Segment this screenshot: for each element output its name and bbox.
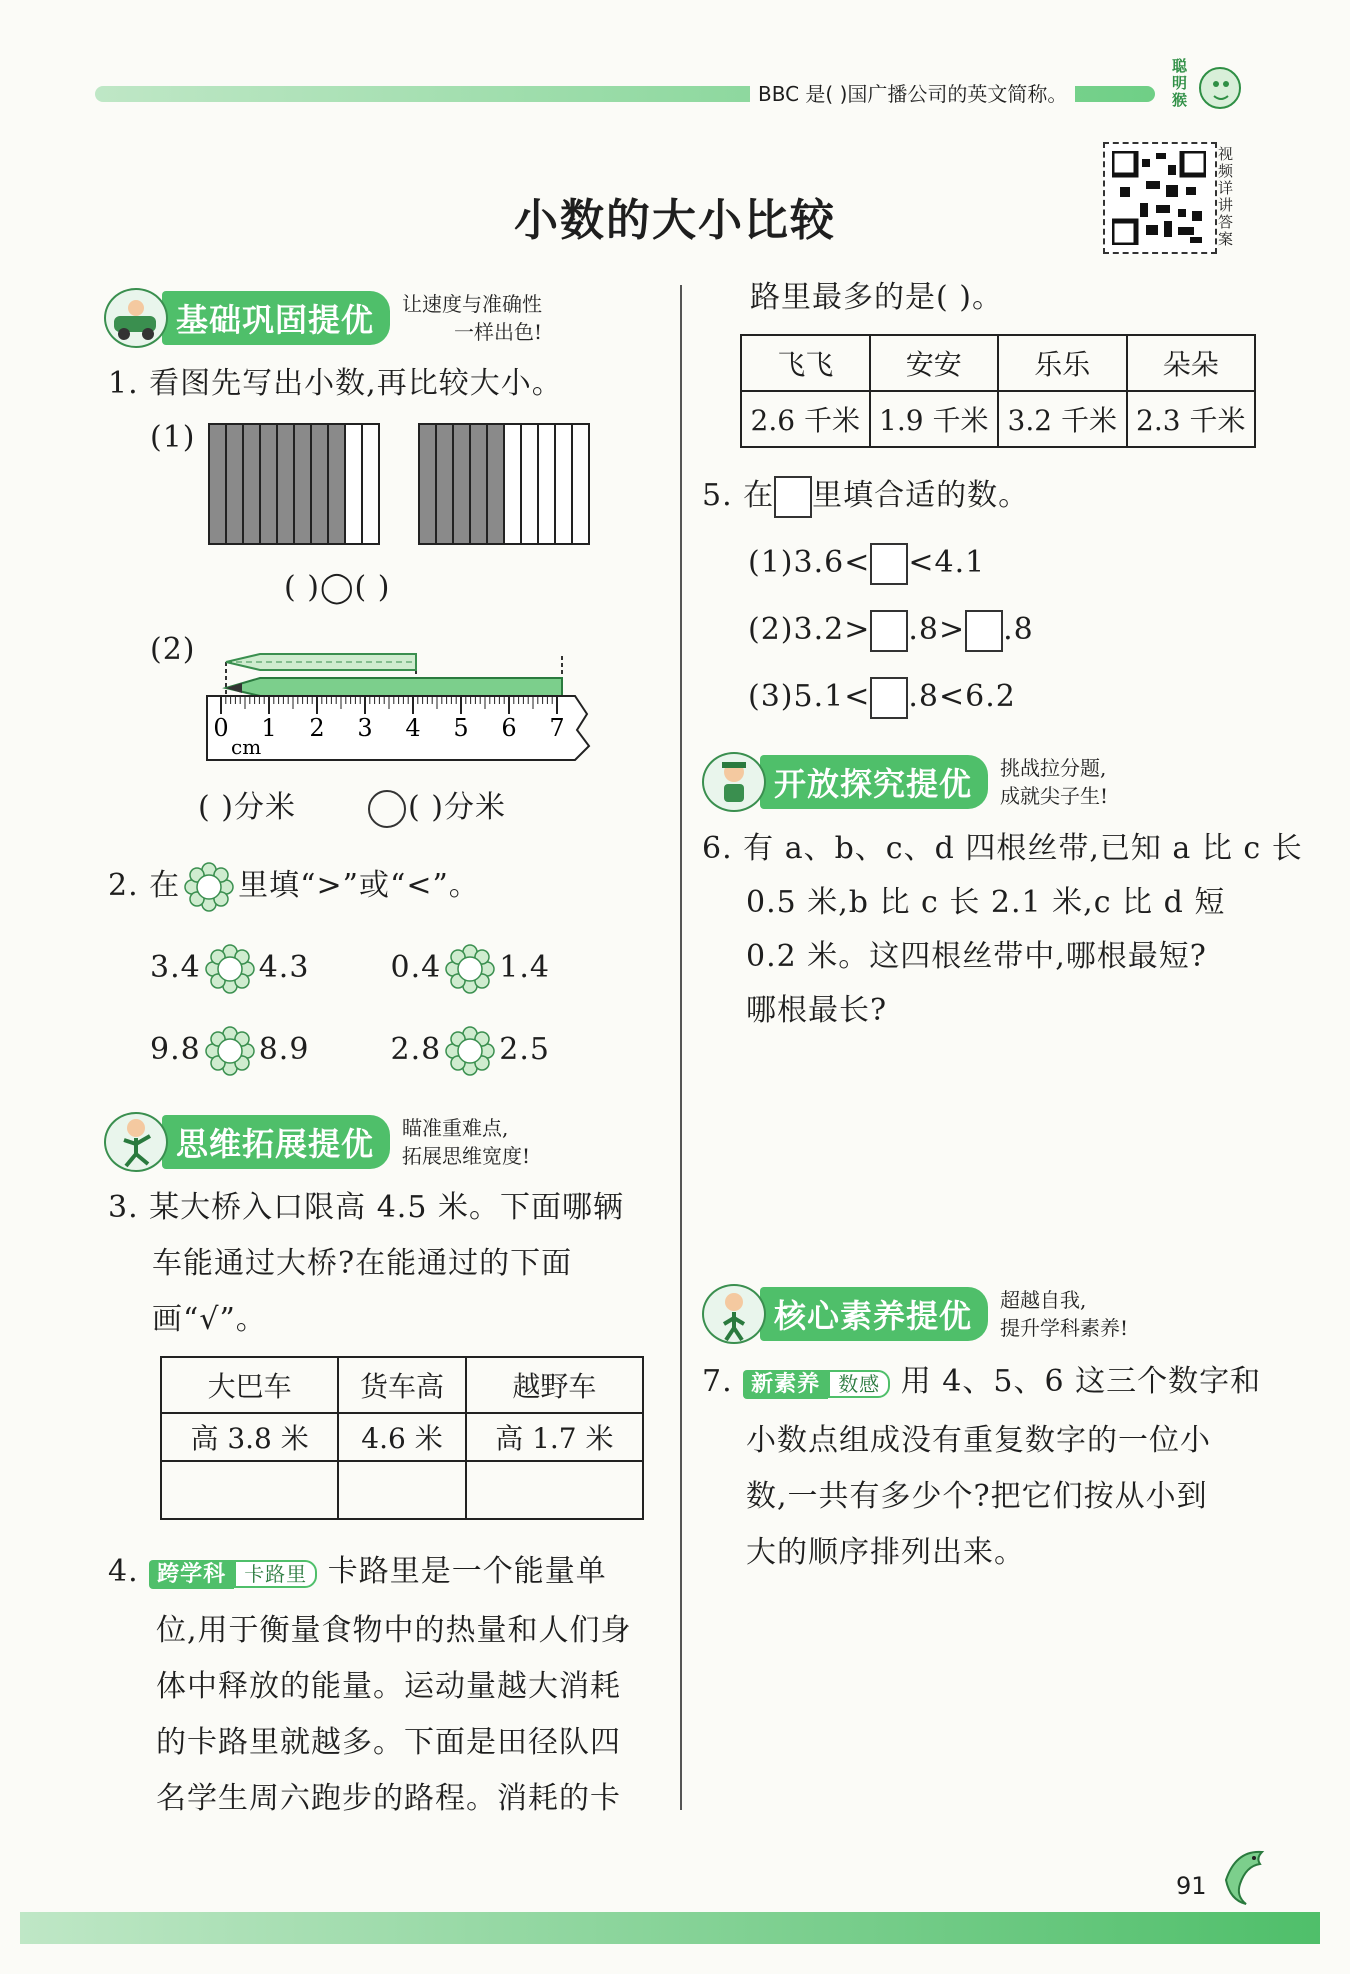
ruler-tick-label: 4 (405, 714, 421, 742)
bar-strip (294, 424, 311, 544)
answer-box[interactable] (965, 610, 1003, 652)
bar-strip (504, 424, 521, 544)
q3-vehicle-table: 大巴车 货车高 越野车 高 3.8 米 4.6 米 高 1.7 米 (160, 1356, 644, 1520)
bar-strip (436, 424, 453, 544)
q1-part1-label: (1) (150, 420, 196, 455)
tag-number-sense: 数感 (828, 1370, 890, 1398)
section-thinking-note: 瞄准重难点, 拓展思维宽度! (402, 1116, 531, 1168)
q5-stem: 5. 在 里填合适的数。 (702, 468, 1029, 524)
section-core-banner (702, 1284, 1128, 1344)
flower-blank[interactable] (205, 944, 255, 994)
ruler-tick-label: 1 (261, 714, 277, 742)
q1-ruler (205, 694, 595, 764)
footer-bar (20, 1912, 1320, 1944)
bar-strip (260, 424, 277, 544)
section-core-title: 核心素养提优 (760, 1287, 988, 1341)
check-cell[interactable] (338, 1461, 466, 1519)
q6-answer-area[interactable] (702, 1050, 1262, 1260)
tag-new-literacy: 新素养 (743, 1370, 828, 1399)
flower-blank[interactable] (445, 944, 495, 994)
q5-item-2: (2)3.2> .8> .8 (748, 602, 1034, 658)
page-number: 91 (1176, 1872, 1207, 1900)
q1-bar-model-left (208, 423, 380, 545)
flower-icon (184, 862, 234, 912)
tag-calorie: 卡路里 (234, 1560, 317, 1588)
ruler-tick-label: 5 (453, 714, 469, 742)
section-thinking-title: 思维拓展提优 (162, 1115, 390, 1169)
page-title: 小数的大小比较 (514, 195, 836, 246)
mascot-label: 聪明猴 (1172, 57, 1188, 109)
bar-strip (328, 424, 345, 544)
q4-continued[interactable]: 路里最多的是( )。 (750, 280, 1003, 315)
section-basic-title: 基础巩固提优 (162, 291, 390, 345)
mascot-icon (1172, 58, 1242, 118)
ruler-tick-label: 7 (549, 714, 565, 742)
car-icon (104, 288, 168, 348)
runner-icon (104, 1112, 168, 1172)
section-open-title: 开放探究提优 (760, 755, 988, 809)
bar-strip (226, 424, 243, 544)
column-divider (680, 285, 682, 1810)
q2-stem: 2. 在 里填“>”或“<”。 (108, 858, 480, 914)
ruler-unit: cm (231, 735, 262, 759)
q2-row-2: 9.8 8.9 2.8 2.5 (150, 1022, 550, 1078)
q1-pencils (220, 648, 590, 700)
bar-strip (419, 424, 436, 544)
section-open-note: 挑战拉分题, 成就尖子生! (1000, 756, 1109, 808)
bar-strip (311, 424, 328, 544)
ruler-tick-label: 3 (357, 714, 373, 742)
q6-text: 6. 有 a、b、c、d 四根丝带,已知 a 比 c 长 0.5 米,b 比 c 长 2.1 米,c 比 d 短 0.2 米。这四根丝带中,哪根最短? 哪根最长? (702, 831, 1303, 1028)
dolphin-icon (1216, 1840, 1276, 1914)
bar-strip (555, 424, 572, 544)
answer-box[interactable] (870, 677, 908, 719)
bar-strip (453, 424, 470, 544)
q1-part2-label: (2) (150, 632, 196, 667)
bar-strip (243, 424, 260, 544)
q7-text: 7. 新素养 数感 用 4、5、6 这三个数字和 小数点组成没有重复数字的一位小 数,一共有多少个?把它们按从小到 大的顺序排列出来。 (702, 1364, 1262, 1570)
explorer-icon (702, 752, 766, 812)
flower-blank[interactable] (445, 1026, 495, 1076)
answer-box[interactable] (870, 610, 908, 652)
check-cell[interactable] (161, 1461, 338, 1519)
student-icon (702, 1284, 766, 1344)
bar-strip (521, 424, 538, 544)
compare-circle[interactable] (368, 790, 406, 828)
section-thinking-banner (104, 1112, 530, 1172)
q1-part2-blank-a[interactable]: ( )分米 (198, 790, 296, 825)
answer-box[interactable] (870, 543, 908, 585)
tag-interdisciplinary: 跨学科 (149, 1560, 234, 1589)
flower-blank[interactable] (205, 1026, 255, 1076)
section-open-banner (702, 752, 1108, 812)
bar-strip (277, 424, 294, 544)
q5-item-3: (3)5.1< .8<6.2 (748, 669, 1016, 725)
q1-bar-model-right (418, 423, 590, 545)
q4-distance-table: 飞飞 安安 乐乐 朵朵 2.6 千米 1.9 千米 3.2 千米 2.3 千米 (740, 334, 1256, 448)
bar-strip (487, 424, 504, 544)
sample-box (774, 476, 812, 518)
bar-strip (572, 424, 589, 544)
bar-strip (345, 424, 362, 544)
q5-item-1: (1)3.6< <4.1 (748, 535, 985, 591)
ruler-tick-label: 0 (213, 714, 229, 742)
q1-part1-blank[interactable]: ( )◯( ) (284, 570, 391, 605)
q2-row-1: 3.4 4.3 0.4 1.4 (150, 940, 550, 996)
ruler-tick-label: 2 (309, 714, 325, 742)
ruler-tick-label: 6 (501, 714, 517, 742)
section-basic-banner (104, 288, 542, 348)
header-hint: BBC 是( )国广播公司的英文简称。 (750, 78, 1075, 107)
q1-stem: 1. 看图先写出小数,再比较大小。 (108, 366, 563, 401)
q3-text: 3. 某大桥入口限高 4.5 米。下面哪辆 车能通过大桥?在能通过的下面 画“√”。 (108, 1190, 624, 1337)
section-basic-note: 让速度与准确性 一样出色! (402, 292, 543, 344)
bar-strip (470, 424, 487, 544)
check-cell[interactable] (466, 1461, 643, 1519)
qr-label: 视频详讲答案 (1218, 145, 1234, 248)
bar-strip (209, 424, 226, 544)
section-core-note: 超越自我, 提升学科素养! (1000, 1288, 1129, 1340)
bar-strip (538, 424, 555, 544)
q1-part2-blank-b[interactable]: ( )分米 (408, 790, 506, 825)
bar-strip (362, 424, 379, 544)
q4-text: 4. 跨学科 卡路里 卡路里是一个能量单 位,用于衡量食物中的热量和人们身 体中释放的能量。运动量越大消耗 的卡路里就越多。下面是田径队四 名学生周六跑步的路程。消耗的卡 (108, 1554, 632, 1816)
